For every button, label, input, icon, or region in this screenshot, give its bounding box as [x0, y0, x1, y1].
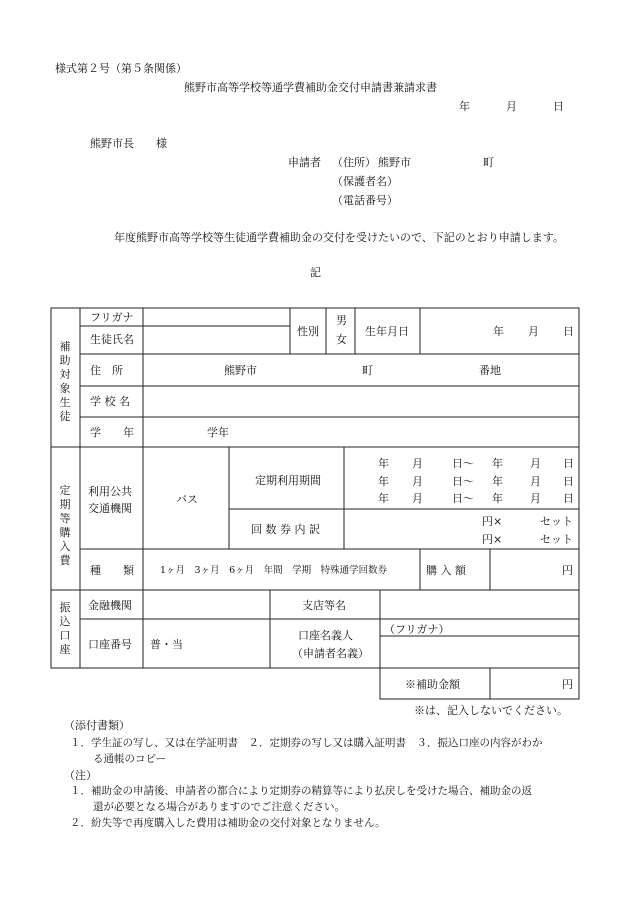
purchase-yen: 円	[562, 564, 573, 577]
period-3-year-to: 年	[492, 492, 503, 505]
guardian-label: （保護者名）	[332, 175, 398, 188]
section-bank: 振込口座	[59, 601, 71, 656]
notes-heading: （注）	[64, 769, 97, 782]
address-city: 熊野市	[224, 364, 257, 377]
note-2: ２．紛失等で再度購入した費用は補助金の交付対象となりません。	[70, 817, 386, 829]
period-2-year: 年	[378, 475, 389, 488]
period-3-month-to: 月	[530, 492, 541, 505]
attachments-heading: （添付書類）	[64, 719, 130, 732]
subsidy-note: ※は、記入しないでください。	[414, 704, 568, 717]
period-label: 定期利用期間	[255, 474, 321, 487]
grade-suffix: 学年	[207, 426, 229, 439]
account-no-label: 口座番号	[88, 638, 132, 651]
applicant-label: 申請者	[288, 156, 321, 169]
period-3-year: 年	[378, 492, 389, 505]
holder-label-2: （申請者名義）	[292, 647, 369, 660]
transit-bus: バス	[176, 493, 198, 506]
address-label: 住 所	[90, 364, 123, 377]
coupon-1-set: セット	[540, 515, 573, 528]
address-town: 町	[362, 364, 373, 377]
coupon-2-yen: 円×	[482, 533, 503, 546]
transit-label-2: 交通機関	[88, 502, 132, 515]
branch-label: 支店等名	[302, 599, 346, 612]
transit-label-1: 利用公共	[88, 485, 132, 498]
note-1a: １．補助金の申請後、申請者の都合により定期券の精算等により払戻しを受けた場合、補助金の返	[70, 785, 532, 797]
birth-year: 年	[493, 325, 504, 338]
period-1-year: 年	[378, 457, 389, 470]
period-1-month-to: 月	[530, 457, 541, 470]
addressee: 熊野市長 様	[90, 137, 167, 150]
period-2-month: 月	[412, 475, 423, 488]
gender-male[interactable]: 男	[336, 314, 347, 327]
intro-text: 年度熊野市高等学校等生徒通学費補助金の交付を受けたいので、下記のとおり申請します。	[114, 231, 564, 244]
type-label: 種 類	[90, 564, 134, 577]
form-title: 熊野市高等学校等通学費補助金交付申請書兼請求書	[184, 81, 437, 94]
period-2-day-to: 日	[563, 475, 574, 488]
section-pass: 定期等購入費	[59, 484, 71, 567]
gender-female[interactable]: 女	[336, 333, 347, 346]
applicant-town: 町	[483, 156, 494, 169]
form-number: 様式第２号（第５条関係）	[55, 62, 187, 75]
birth-month: 月	[528, 325, 539, 338]
birth-day: 日	[563, 325, 574, 338]
subsidy-label: ※補助金額	[405, 678, 460, 691]
attachments-line-1: １．学生証の写し、又は在学証明書 ２．定期券の写し又は購入証明書 ３．振込口座の内容がわか	[70, 737, 543, 749]
gender-label: 性別	[297, 325, 319, 338]
period-2-from: 日〜	[452, 475, 474, 488]
ki-mark: 記	[310, 266, 321, 279]
holder-label-1: 口座名義人	[298, 629, 353, 642]
note-1b: 還が必要となる場合がありますのでご注意ください。	[93, 801, 345, 813]
date-day: 日	[553, 100, 564, 113]
period-2-year-to: 年	[492, 475, 503, 488]
period-3-day-to: 日	[563, 492, 574, 505]
type-options[interactable]: 1ヶ月 3ヶ月 6ヶ月 年間 学期 特殊通学回数券	[160, 565, 388, 576]
period-3-month: 月	[412, 492, 423, 505]
period-1-year-to: 年	[492, 457, 503, 470]
phone-label: （電話番号）	[332, 194, 398, 207]
account-type[interactable]: 普・当	[150, 638, 183, 651]
grade-label: 学 年	[90, 426, 134, 439]
date-year: 年	[459, 100, 470, 113]
period-1-day-to: 日	[563, 457, 574, 470]
furigana-label: フリガナ	[90, 311, 134, 324]
period-1-from: 日〜	[452, 457, 474, 470]
subsidy-yen: 円	[562, 678, 573, 691]
holder-furigana: （フリガナ）	[384, 623, 450, 636]
date-month: 月	[506, 100, 517, 113]
coupon-2-set: セット	[540, 533, 573, 546]
coupon-label: 回 数 券 内 訳	[251, 523, 320, 536]
attachments-line-2: る通帳のコピー	[93, 753, 167, 765]
applicant-address-label: （住所）	[332, 156, 376, 169]
period-3-from: 日〜	[452, 492, 474, 505]
period-2-month-to: 月	[530, 475, 541, 488]
purchase-label: 購 入 額	[426, 564, 466, 577]
institution-label: 金融機関	[88, 599, 132, 612]
period-1-month: 月	[412, 457, 423, 470]
student-name-label: 生徒氏名	[90, 333, 134, 346]
address-ban: 番地	[479, 364, 501, 377]
coupon-1-yen: 円×	[482, 515, 503, 528]
birth-label: 生年月日	[365, 325, 409, 338]
section-student: 補助対象生徒	[59, 340, 71, 423]
school-label: 学 校 名	[90, 395, 130, 408]
applicant-city: 熊野市	[378, 156, 411, 169]
